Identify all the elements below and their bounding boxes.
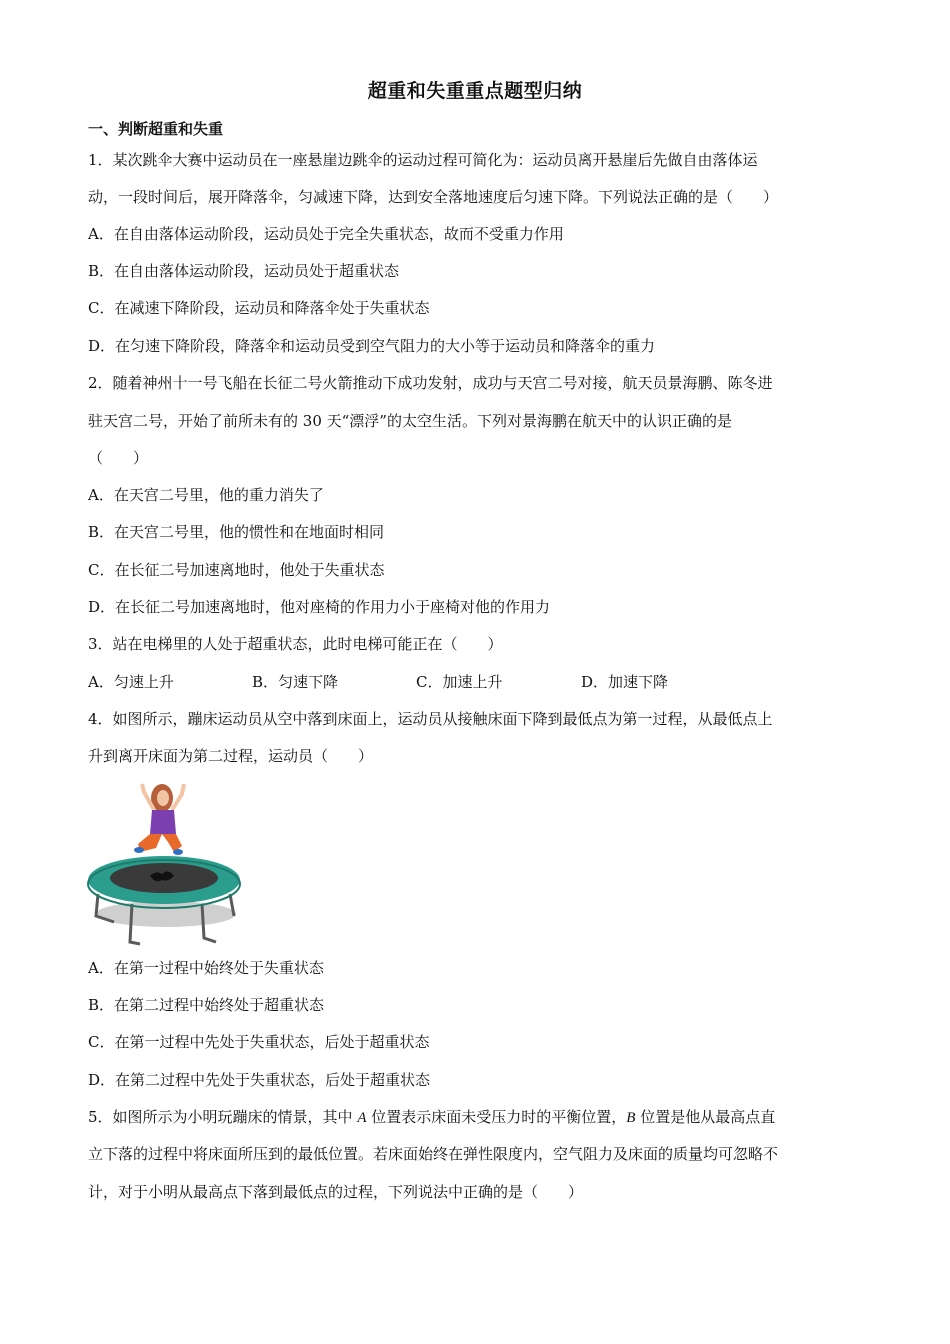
section-heading: 一、判断超重和失重 xyxy=(88,120,224,138)
q2-option-b: B．在天宫二号里，他的惯性和在地面时相同 xyxy=(88,523,385,541)
q1-option-b: B．在自由落体运动阶段，运动员处于超重状态 xyxy=(88,262,400,280)
q2-option-a: A．在天宫二号里，他的重力消失了 xyxy=(88,486,324,504)
q5-stem-part-b: 位置表示床面未受压力时的平衡位置， xyxy=(366,1108,627,1126)
q5-stem-line3: 计，对于小明从最高点下落到最低点的过程，下列说法中正确的是（ ） xyxy=(88,1183,584,1201)
page-title: 超重和失重重点题型归纳 xyxy=(367,80,583,102)
q5-stem-part-a: 5．如图所示为小明玩蹦床的情景，其中 xyxy=(88,1108,358,1126)
q1-stem-line2: 动，一段时间后，展开降落伞，匀减速下降，达到安全落地速度后匀速下降。下列说法正确的是（ ） xyxy=(88,188,779,206)
q4-option-c: C．在第一过程中先处于失重状态，后处于超重状态 xyxy=(88,1033,430,1051)
trampoline-figure xyxy=(84,776,244,946)
q2-option-c: C．在长征二号加速离地时，他处于失重状态 xyxy=(88,561,385,579)
q2-stem-line1: 2．随着神州十一号飞船在长征二号火箭推动下成功发射，成功与天宫二号对接，航天员景海鹏、陈冬进 xyxy=(88,374,773,392)
trampoline-illustration xyxy=(84,776,244,946)
q4-option-b: B．在第二过程中始终处于超重状态 xyxy=(88,996,325,1014)
q4-stem-line2: 升到离开床面为第二过程，运动员（ ） xyxy=(88,747,374,765)
q4-option-a: A．在第一过程中始终处于失重状态 xyxy=(88,959,324,977)
q5-stem-line1 xyxy=(88,1107,863,1128)
q3-option-b: B．匀速下降 xyxy=(252,673,339,691)
q1-option-c: C．在减速下降阶段，运动员和降落伞处于失重状态 xyxy=(88,299,430,317)
q4-stem-line1: 4．如图所示，蹦床运动员从空中落到床面上，运动员从接触床面下降到最低点为第一过程，从最低点上 xyxy=(88,710,773,728)
q3-option-c: C．加速上升 xyxy=(416,673,503,691)
position-a-label: A xyxy=(357,1110,367,1126)
q5-stem-part-c: 位置是他从最高点直 xyxy=(635,1108,776,1126)
q2-stem-line2: 驻天宫二号，开始了前所未有的 30 天“漂浮”的太空生活。下列对景海鹏在航天中的认识正确的是 xyxy=(88,412,732,430)
q4-option-d: D．在第二过程中先处于失重状态，后处于超重状态 xyxy=(88,1071,431,1089)
q5-stem-line2: 立下落的过程中将床面所压到的最低位置。若床面始终在弹性限度内，空气阻力及床面的质量均可忽略不 xyxy=(88,1145,779,1163)
q3-stem: 3．站在电梯里的人处于超重状态，此时电梯可能正在（ ） xyxy=(88,635,503,653)
q3-option-d: D．加速下降 xyxy=(581,673,669,691)
q2-stem-line3: （ ） xyxy=(88,449,149,467)
position-b-label: B xyxy=(626,1110,636,1126)
q1-option-a: A．在自由落体运动阶段，运动员处于完全失重状态，故而不受重力作用 xyxy=(88,225,564,243)
q1-stem-line1: 1．某次跳伞大赛中运动员在一座悬崖边跳伞的运动过程可简化为：运动员离开悬崖后先做自由落体运 xyxy=(88,151,758,169)
q1-option-d: D．在匀速下降阶段，降落伞和运动员受到空气阻力的大小等于运动员和降落伞的重力 xyxy=(88,337,656,355)
q3-option-a: A．匀速上升 xyxy=(88,673,174,691)
q2-option-d: D．在长征二号加速离地时，他对座椅的作用力小于座椅对他的作用力 xyxy=(88,598,551,616)
